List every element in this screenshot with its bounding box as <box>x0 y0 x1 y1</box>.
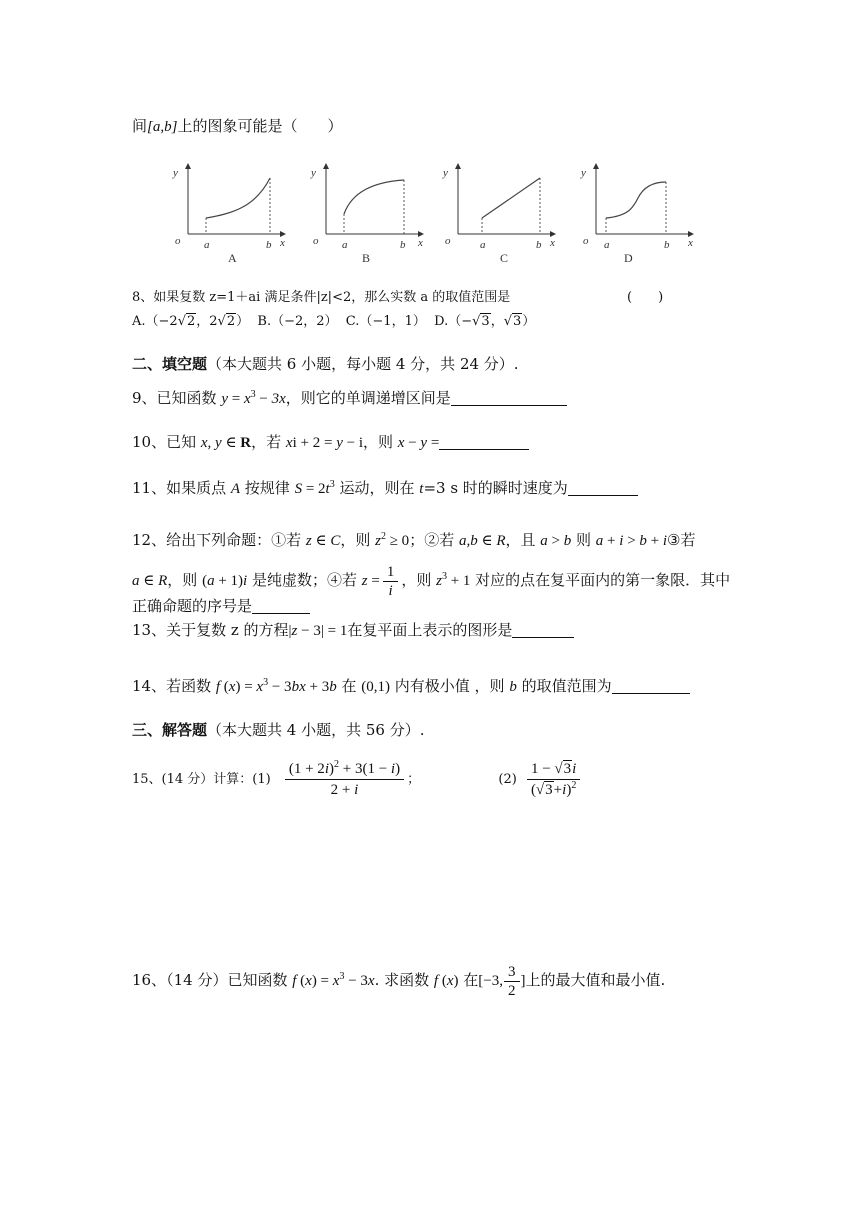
q8-option-b[interactable]: B.（−2，2） <box>257 314 338 329</box>
q8-options <box>132 312 535 332</box>
q9-answer-blank[interactable] <box>451 389 567 406</box>
q13: 13、关于复数 z 的方程|z − 3| = 1在复平面上表示的图形是 <box>132 620 574 641</box>
graph-a-o: o <box>175 235 181 247</box>
q8-answer-paren: ( ) <box>627 290 664 305</box>
q12-line1: 12、给出下列命题：①若 z ∈ C，则 $z^2 \ge 0$；②若 a,b ∈ R，且 a > b 则 a + i > b + i③若 <box>132 531 696 549</box>
graph-a-a: a <box>204 239 210 251</box>
graph-b-label: B <box>362 251 371 265</box>
graph-b[interactable] <box>310 164 423 265</box>
q14: 14、若函数 f $(x) = x^3 - 3bx + 3b$ 在 (0,1) 内有极小值 ，则 b 的取值范围为 <box>132 676 690 697</box>
graph-d-y: y <box>581 167 586 179</box>
graph-a-x: x <box>280 237 285 249</box>
graph-a-label: A <box>228 251 237 265</box>
q10-answer-blank[interactable] <box>439 433 529 450</box>
graph-c-a: a <box>480 239 486 251</box>
graph-c-o: o <box>445 235 451 247</box>
q14-answer-blank[interactable] <box>612 677 690 694</box>
graph-c-label: C <box>500 251 509 265</box>
graph-options <box>170 162 700 272</box>
q8-option-c[interactable]: C.（−1，1） <box>345 314 426 329</box>
q8-option-d[interactable]: D.（−√3，√3） <box>434 314 536 329</box>
q9: 9、已知函数 $y = x^3 - 3x$，则它的单调递增区间是 <box>132 388 567 409</box>
graph-b-o: o <box>313 235 319 247</box>
graph-d-label: D <box>624 251 633 265</box>
graph-b-y: y <box>311 167 316 179</box>
q8-option-a[interactable]: A.（−2√2，2√2） <box>132 314 250 329</box>
graph-c-x: x <box>550 237 555 249</box>
q8-stem: 8、如果复数 z=1＋ai 满足条件|z|<2，那么实数 a 的取值范围是 ( ) <box>132 288 672 308</box>
q12-line3: 正确命题的序号是 <box>132 596 310 616</box>
graph-d[interactable] <box>580 164 693 265</box>
graph-b-x: x <box>418 237 423 249</box>
q16: 16、（14 分）已知函数 f $(x) = x^3 - 3x$. 求函数 f (x) 在[−3, $\frac{3}{2}$ ]上的最大值和最小值. <box>132 963 666 999</box>
graph-a-b: b <box>266 239 272 251</box>
graph-c-y: y <box>443 167 448 179</box>
graph-d-o: o <box>583 235 589 247</box>
graph-c[interactable] <box>442 164 555 265</box>
graph-b-a: a <box>342 239 348 251</box>
graph-a[interactable] <box>172 164 285 265</box>
q13-answer-blank[interactable] <box>512 621 574 638</box>
graph-d-x: x <box>688 237 693 249</box>
graph-c-b: b <box>536 239 542 251</box>
q11-answer-blank[interactable] <box>568 479 638 496</box>
q12-answer-blank[interactable] <box>252 597 310 614</box>
graph-d-b: b <box>664 239 670 251</box>
q12-line2: a ∈ R，则 (a + 1)i 是纯虚数；④若 z = $\frac{1}{i}$ ，则 $z^3 + 1$ 对应的点在复平面内的第一象限．其中 <box>132 563 731 599</box>
q7-tail: 间[a,b]上的图象可能是（ ） <box>132 117 343 135</box>
section2-heading: 二、填空题（本大题共 6 小题，每小题 4 分，共 24 分）. <box>132 355 519 373</box>
graph-a-y: y <box>173 167 178 179</box>
section3-heading: 三、解答题（本大题共 4 小题，共 56 分）. <box>132 721 425 739</box>
q15: 15、(14 分）计算：(1) $\frac{(1 + 2i)^2 + 3(1 - i)}{2 + i}$ ； (2) $\frac{1 - √3i}{(√3+i)^2}$ <box>132 758 583 802</box>
q11: 11、如果质点 A 按规律 $S = 2t^3$ 运动，则在 t=3 s 时的瞬时速度为 <box>132 478 638 499</box>
graph-d-a: a <box>604 239 610 251</box>
graph-b-b: b <box>400 239 406 251</box>
q10: 10、已知 x, y ∈ R，若 xi + 2 = y − i，则 x − y = <box>132 432 529 453</box>
